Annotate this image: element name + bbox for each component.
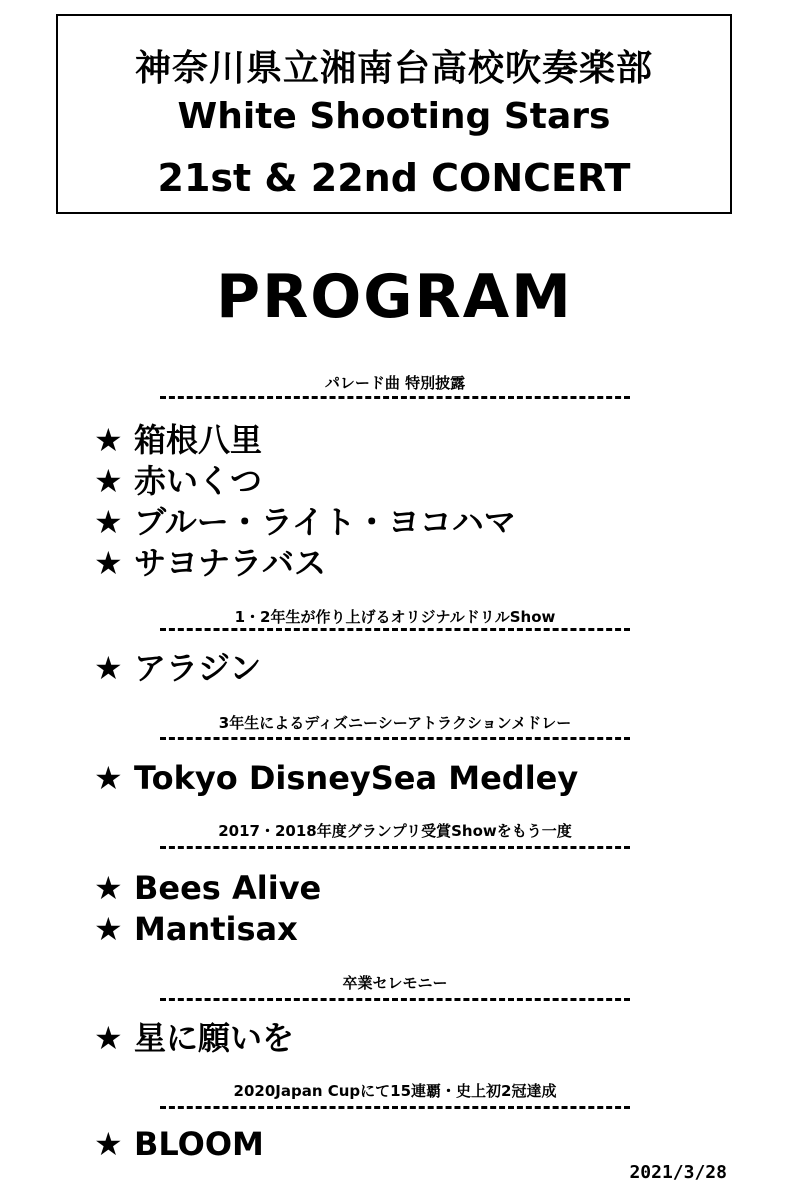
section-divider (160, 1106, 630, 1109)
star-icon: ★ (94, 462, 123, 500)
program-item: ★ 箱根八里 (94, 421, 263, 459)
program-item: ★ サヨナラバス (94, 544, 327, 582)
star-icon: ★ (94, 910, 123, 948)
program-item: ★ アラジン (94, 649, 262, 687)
star-icon: ★ (94, 503, 123, 541)
concert-title: 21st & 22nd CONCERT (157, 156, 631, 200)
star-icon: ★ (94, 1125, 123, 1163)
section-label: 2020Japan Cupにて15連覇・史上初2冠達成 (233, 1082, 557, 1100)
program-heading: PROGRAM (216, 262, 573, 332)
star-icon: ★ (94, 759, 123, 797)
section-label: パレード曲 特別披露 (324, 374, 466, 392)
section-divider (160, 846, 630, 849)
star-icon: ★ (94, 544, 123, 582)
program-item: ★ Mantisax (94, 910, 298, 948)
section-label: 3年生によるディズニーシーアトラクションメドレー (218, 714, 572, 732)
star-icon: ★ (94, 869, 123, 907)
section-label: 2017・2018年度グランプリ受賞Showをもう一度 (218, 822, 572, 840)
section-divider (160, 998, 630, 1001)
section-divider (160, 628, 630, 631)
program-item: ★ Bees Alive (94, 869, 322, 907)
star-icon: ★ (94, 1019, 123, 1057)
section-label: 1・2年生が作り上げるオリジナルドリルShow (234, 608, 556, 626)
section-divider (160, 737, 630, 740)
school-name: 神奈川県立湘南台高校吹奏楽部 (134, 48, 653, 89)
section-label: 卒業セレモニー (342, 974, 448, 992)
program-item: ★ ブルー・ライト・ヨコハマ (94, 503, 516, 541)
star-icon: ★ (94, 421, 123, 459)
star-icon: ★ (94, 649, 123, 687)
program-item: ★ 赤いくつ (94, 462, 263, 500)
program-item: ★ Tokyo DisneySea Medley (94, 759, 579, 797)
program-item: ★ 星に願いを (94, 1019, 295, 1057)
section-divider (160, 396, 630, 399)
concert-date: 2021/3/28 (629, 1162, 727, 1183)
band-name: White Shooting Stars (177, 96, 611, 137)
program-item: ★ BLOOM (94, 1125, 264, 1163)
title-box (56, 14, 732, 214)
